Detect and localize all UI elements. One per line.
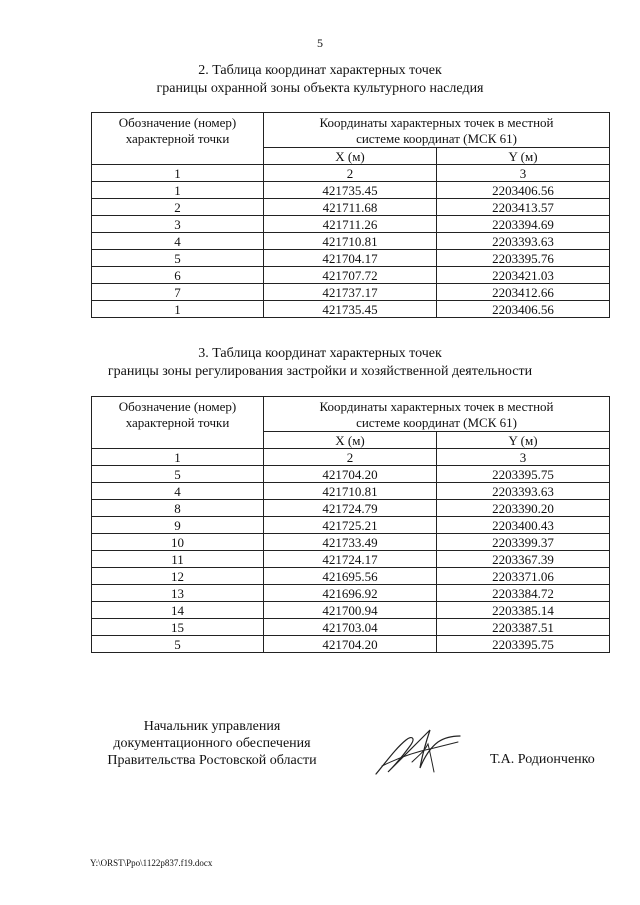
point-cell: 5 — [92, 636, 264, 653]
section-title-2 — [0, 345, 640, 381]
coordinates-table-2 — [91, 396, 610, 653]
point-cell: 3 — [92, 216, 264, 233]
table-row — [92, 250, 610, 267]
point-cell: 5 — [92, 250, 264, 267]
header-num-1: 1 — [92, 449, 264, 466]
y-coordinate-cell: 2203394.69 — [437, 216, 610, 233]
x-coordinate-cell: 421704.17 — [264, 250, 437, 267]
x-coordinate-cell: 421725.21 — [264, 517, 437, 534]
table-row — [92, 551, 610, 568]
header-x: X (м) — [264, 432, 437, 449]
table-row — [92, 585, 610, 602]
x-coordinate-cell: 421695.56 — [264, 568, 437, 585]
y-coordinate-cell: 2203412.66 — [437, 284, 610, 301]
header-num-1: 1 — [92, 165, 264, 182]
header-coordinates — [264, 113, 610, 148]
table-2-body — [92, 466, 610, 653]
table-1-body — [92, 182, 610, 318]
y-coordinate-cell: 2203406.56 — [437, 182, 610, 199]
point-cell: 10 — [92, 534, 264, 551]
signatory-line-1: Начальник управления — [143, 719, 281, 734]
x-coordinate-cell: 421724.79 — [264, 500, 437, 517]
x-coordinate-cell: 421735.45 — [264, 301, 437, 318]
x-coordinate-cell: 421710.81 — [264, 483, 437, 500]
section-title-2-line2: границы зоны регулирования застройки и хозяйственной деятельности — [107, 364, 533, 379]
x-coordinate-cell: 421696.92 — [264, 585, 437, 602]
x-coordinate-cell: 421711.68 — [264, 199, 437, 216]
x-coordinate-cell: 421704.20 — [264, 466, 437, 483]
signer-name: Т.А. Родионченко — [490, 752, 595, 767]
x-coordinate-cell: 421707.72 — [264, 267, 437, 284]
point-cell: 12 — [92, 568, 264, 585]
x-coordinate-cell: 421733.49 — [264, 534, 437, 551]
header-x: X (м) — [264, 148, 437, 165]
y-coordinate-cell: 2203393.63 — [437, 233, 610, 250]
y-coordinate-cell: 2203384.72 — [437, 585, 610, 602]
section-title-1-line2: границы охранной зоны объекта культурного наследия — [156, 81, 484, 96]
table-row — [92, 483, 610, 500]
table-row — [92, 284, 610, 301]
x-coordinate-cell: 421703.04 — [264, 619, 437, 636]
point-cell: 9 — [92, 517, 264, 534]
y-coordinate-cell: 2203371.06 — [437, 568, 610, 585]
y-coordinate-cell: 2203400.43 — [437, 517, 610, 534]
header-num-3: 3 — [437, 449, 610, 466]
y-coordinate-cell: 2203421.03 — [437, 267, 610, 284]
header-point-designation-text: Обозначение (номер) характерной точки — [118, 115, 237, 146]
handwritten-signature-icon — [372, 722, 464, 782]
point-cell: 14 — [92, 602, 264, 619]
table-row — [92, 199, 610, 216]
y-coordinate-cell: 2203367.39 — [437, 551, 610, 568]
point-cell: 7 — [92, 284, 264, 301]
page-number: 5 — [317, 36, 323, 50]
point-cell: 4 — [92, 233, 264, 250]
header-num-3: 3 — [437, 165, 610, 182]
y-coordinate-cell: 2203393.63 — [437, 483, 610, 500]
point-cell: 2 — [92, 199, 264, 216]
header-num-2: 2 — [264, 449, 437, 466]
header-y: Y (м) — [437, 432, 610, 449]
table-row — [92, 636, 610, 653]
table-row — [92, 517, 610, 534]
table-row — [92, 216, 610, 233]
y-coordinate-cell: 2203399.37 — [437, 534, 610, 551]
signatory-position — [92, 718, 332, 769]
y-coordinate-cell: 2203406.56 — [437, 301, 610, 318]
table-row — [92, 301, 610, 318]
header-y: Y (м) — [437, 148, 610, 165]
point-cell: 8 — [92, 500, 264, 517]
table-row — [92, 619, 610, 636]
x-coordinate-cell: 421711.26 — [264, 216, 437, 233]
table-row — [92, 182, 610, 199]
header-point-designation — [92, 113, 264, 165]
point-cell: 1 — [92, 182, 264, 199]
table-row — [92, 500, 610, 517]
point-cell: 4 — [92, 483, 264, 500]
x-coordinate-cell: 421710.81 — [264, 233, 437, 250]
point-cell: 6 — [92, 267, 264, 284]
table-row — [92, 568, 610, 585]
table-row — [92, 267, 610, 284]
section-title-2-line1: 3. Таблица координат характерных точек — [198, 346, 442, 361]
signatory-line-2: документационного обеспечения — [113, 736, 311, 751]
header-coordinates — [264, 397, 610, 432]
header-point-designation-text: Обозначение (номер) характерной точки — [118, 399, 237, 430]
x-coordinate-cell: 421735.45 — [264, 182, 437, 199]
point-cell: 13 — [92, 585, 264, 602]
y-coordinate-cell: 2203387.51 — [437, 619, 610, 636]
signatory-line-3: Правительства Ростовской области — [107, 753, 317, 768]
y-coordinate-cell: 2203385.14 — [437, 602, 610, 619]
y-coordinate-cell: 2203395.76 — [437, 250, 610, 267]
x-coordinate-cell: 421724.17 — [264, 551, 437, 568]
x-coordinate-cell: 421737.17 — [264, 284, 437, 301]
table-row — [92, 233, 610, 250]
y-coordinate-cell: 2203413.57 — [437, 199, 610, 216]
file-path: Y:\ORST\Ppo\1122p837.f19.docx — [90, 858, 213, 868]
section-title-1 — [0, 62, 640, 98]
table-row — [92, 534, 610, 551]
table-row — [92, 602, 610, 619]
y-coordinate-cell: 2203395.75 — [437, 466, 610, 483]
table-row — [92, 466, 610, 483]
header-coordinates-text: Координаты характерных точек в местной системе координат (МСК 61) — [319, 399, 554, 430]
point-cell: 1 — [92, 301, 264, 318]
x-coordinate-cell: 421704.20 — [264, 636, 437, 653]
x-coordinate-cell: 421700.94 — [264, 602, 437, 619]
header-point-designation — [92, 397, 264, 449]
header-num-2: 2 — [264, 165, 437, 182]
point-cell: 11 — [92, 551, 264, 568]
header-coordinates-text: Координаты характерных точек в местной системе координат (МСК 61) — [319, 115, 554, 146]
coordinates-table-1 — [91, 112, 610, 318]
y-coordinate-cell: 2203390.20 — [437, 500, 610, 517]
point-cell: 5 — [92, 466, 264, 483]
y-coordinate-cell: 2203395.75 — [437, 636, 610, 653]
section-title-1-line1: 2. Таблица координат характерных точек — [198, 63, 442, 78]
point-cell: 15 — [92, 619, 264, 636]
